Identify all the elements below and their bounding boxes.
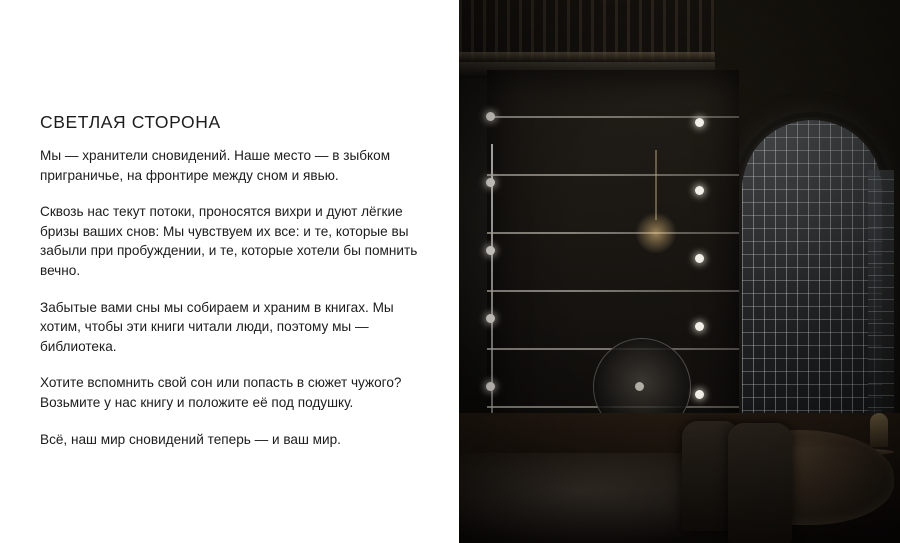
rail-node xyxy=(486,246,495,255)
paragraph: Хотите вспомнить свой сон или попасть в сюжет чужого? Возьмите у нас книгу и положите её под подушку. xyxy=(40,375,402,410)
chandelier-chain xyxy=(655,150,657,220)
paragraph: Всё, наш мир сновидений теперь — и ваш мир. xyxy=(40,431,341,447)
rail-node xyxy=(695,322,704,331)
rail-node xyxy=(695,390,704,399)
page-title: СВЕТЛАЯ СТОРОНА xyxy=(40,112,221,132)
medallion-center-dot xyxy=(635,382,644,391)
chandelier-glow xyxy=(635,212,677,254)
rail-node xyxy=(486,382,495,391)
side-window xyxy=(868,170,894,420)
rail-node xyxy=(695,118,704,127)
rail-node xyxy=(486,112,495,121)
rail-node xyxy=(695,186,704,195)
bookshelf-books xyxy=(493,144,733,174)
paragraph: Мы — хранители сновидений. Наше место — в зыбком приграничье, на фронтире между сном и явью. xyxy=(40,148,391,183)
paragraph: Забытые вами сны мы собираем и храним в книгах. Мы хотим, чтобы эти книги читали люди, поэтому мы — библиотека. xyxy=(40,299,394,354)
library-illustration xyxy=(459,0,900,543)
body-text xyxy=(40,146,432,449)
bookshelf-shelf xyxy=(487,232,739,234)
paragraph: Сквозь нас текут потоки, проносятся вихри и дуют лёгкие бризы ваших снов: Мы чувствуем их все: и те, которые вы забыли при пробуждении, и те, которые хотели бы помнить вечно. xyxy=(40,204,418,278)
bookshelf-shelf xyxy=(487,290,739,292)
bookshelf-books xyxy=(493,86,733,116)
table-lamp xyxy=(870,413,888,447)
bookshelf-books xyxy=(493,202,733,232)
arched-window-frame xyxy=(734,112,890,452)
rail-node xyxy=(695,254,704,263)
rail-node xyxy=(486,178,495,187)
bookshelf-books xyxy=(493,260,733,290)
bookshelf-shelf xyxy=(487,174,739,176)
chair xyxy=(728,423,792,543)
rail-node xyxy=(486,314,495,323)
bookcase xyxy=(487,70,739,458)
